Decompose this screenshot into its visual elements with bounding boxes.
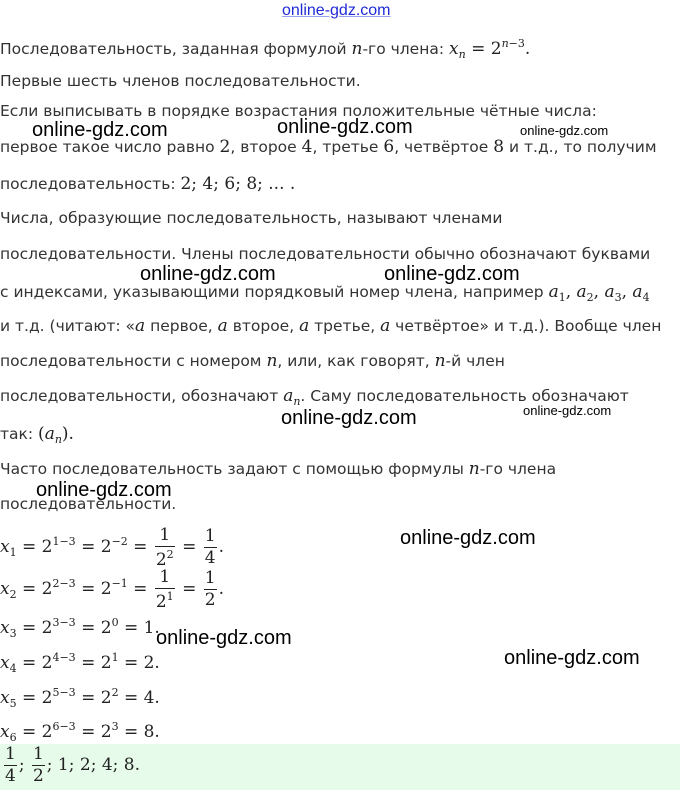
watermark: online-gdz.com <box>281 407 417 429</box>
text-fragment: и т.д. (читают: « <box>0 317 136 335</box>
text-fragment: с индексами, указывающими порядковый номер члена, например <box>0 283 549 301</box>
math-number: 8 <box>493 137 505 157</box>
calc-x4: $x_4 = 2^{4-3} = 2^1 = 2$. <box>0 651 160 675</box>
calc-x3: $x_3 = 2^{3-3} = 2^0 = 1$. <box>0 616 160 640</box>
sequence-word-line: последовательности. <box>0 495 177 513</box>
math-n: n <box>434 351 446 371</box>
math-a: a <box>217 316 228 336</box>
formula-xn: $x_n = 2^{n-3}$. <box>449 37 531 61</box>
math-a1-a4: $a_1$, $a_2$, $a_3$, $a_4$ <box>548 282 650 304</box>
math-an: $a_n$ <box>283 386 301 408</box>
watermark: online-gdz.com <box>32 119 168 141</box>
members-definition-line: Числа, образующие последовательность, называют членами <box>0 209 503 227</box>
watermark: online-gdz.com <box>504 647 640 669</box>
text-fragment: . Саму последовательность обозначают <box>300 387 629 405</box>
members-notation-line: последовательности. Члены последовательности обычно обозначают буквами <box>0 245 651 263</box>
watermark: online-gdz.com <box>36 479 172 501</box>
text-fragment: -й член <box>445 352 505 370</box>
formula-intro-line <box>0 33 530 66</box>
text-fragment: , или, как говорят, <box>277 352 435 370</box>
indices-line <box>0 281 650 309</box>
nth-member-line <box>0 350 505 372</box>
calc-x1: $x_1 = 2^{1-3} = 2^{-2}$ = $\frac{1}{2^2}$ = $\frac{1}{4}$ . <box>0 524 224 570</box>
text-fragment: Последовательность, заданная формулой <box>0 40 352 58</box>
math-number: 2 <box>219 137 231 157</box>
even-numbers-line: Если выписывать в порядке возрастания положительные чётные числа: <box>0 102 597 120</box>
site-header-link[interactable]: online-gdz.com <box>282 2 391 19</box>
math-n: n <box>266 351 278 371</box>
calc-x5: $x_5 = 2^{5-3} = 2^2 = 4$. <box>0 686 160 710</box>
math-a: a <box>299 316 310 336</box>
watermark: online-gdz.com <box>277 116 413 138</box>
text-fragment: , третье <box>312 138 384 156</box>
watermark: online-gdz.com <box>156 627 292 649</box>
formula-definition-line <box>0 458 556 480</box>
math-n: n <box>351 39 363 59</box>
watermark: online-gdz.com <box>400 527 536 549</box>
text-fragment: третье, <box>309 317 381 335</box>
text-fragment: Часто последовательность задают с помощью формулы <box>0 460 469 478</box>
text-fragment: последовательности с номером <box>0 352 267 370</box>
text-fragment: последовательность: <box>0 175 181 193</box>
reading-line <box>0 315 661 337</box>
sequence-line <box>0 173 295 195</box>
sequence-notation-line <box>0 423 74 451</box>
watermark: online-gdz.com <box>384 263 520 285</box>
text-fragment: второе, <box>227 317 300 335</box>
text-fragment: -го члена <box>479 460 557 478</box>
math-a: a <box>135 316 146 336</box>
watermark: online-gdz.com <box>523 403 612 418</box>
answer-sequence: $\frac{1}{4}$ ; $\frac{1}{2}$ ; 1; 2; 4; 8. <box>5 744 140 786</box>
text-fragment: четвёртое» и т.д.). Вообще член <box>390 317 662 335</box>
text-fragment: -го члена: <box>362 40 449 58</box>
text-fragment: первое, <box>145 317 218 335</box>
text-fragment: и т.д., то получим <box>504 138 657 156</box>
watermark: online-gdz.com <box>140 263 276 285</box>
calc-x6: $x_6 = 2^{6-3} = 2^3 = 8$. <box>0 720 160 744</box>
math-number: 4 <box>301 137 313 157</box>
watermark: online-gdz.com <box>520 123 609 138</box>
text-fragment: , четвёртое <box>394 138 494 156</box>
calc-x2: $x_2 = 2^{2-3} = 2^{-1}$ = $\frac{1}{2^1}$ = $\frac{1}{2}$ . <box>0 566 224 612</box>
text-fragment: первое такое число равно <box>0 138 220 156</box>
math-paren-an: $(a_n)$. <box>38 424 74 446</box>
text-fragment: , второе <box>230 138 302 156</box>
math-number: 6 <box>383 137 395 157</box>
first-six-heading: Первые шесть членов последовательности. <box>0 72 361 90</box>
answer-box <box>0 744 680 790</box>
text-fragment: последовательности, обозначают <box>0 387 284 405</box>
math-sequence: 2; 4; 6; 8; ... . <box>180 174 296 194</box>
math-a: a <box>380 316 391 336</box>
text-fragment: так: <box>0 425 39 443</box>
math-n: n <box>468 459 480 479</box>
